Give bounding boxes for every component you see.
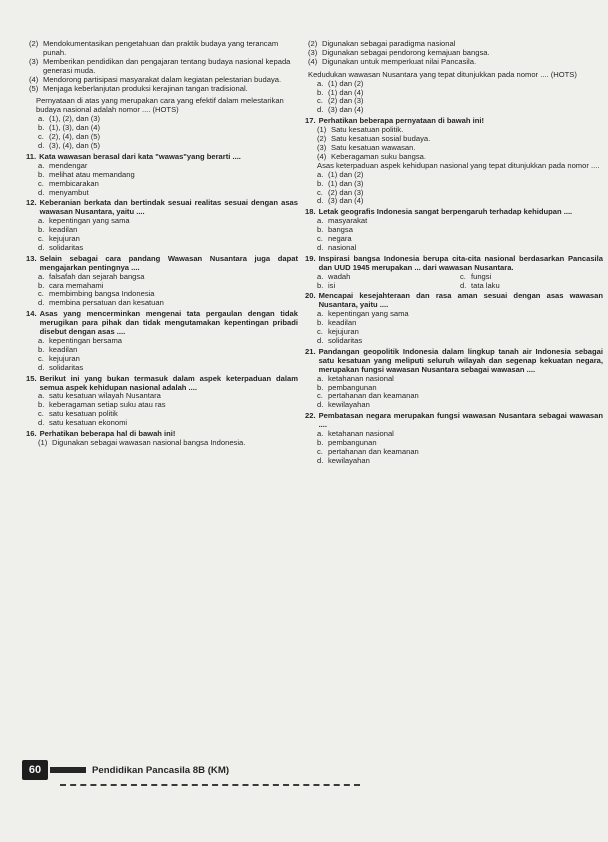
option-b[interactable]: b. cara memahami <box>38 280 104 290</box>
statement-2: (2) Mendokumentasikan pengetahuan dan praktik budaya yang terancam punah. <box>29 39 279 57</box>
book-title: Pendidikan Pancasila 8B (KM) <box>92 764 230 776</box>
footer-dashed-line <box>60 784 360 790</box>
option-d[interactable]: d. (3) dan (4) <box>317 196 364 206</box>
option-d[interactable]: d. tata laku <box>460 280 500 290</box>
statement-3: (3) Digunakan sebagai pendorong kemajuan bangsa. <box>308 47 490 57</box>
option-a[interactable]: a. ketahanan nasional <box>317 373 394 383</box>
option-b[interactable]: b. keadilan <box>317 318 357 328</box>
question-20: 20. Mencapai kesejahteraan dan rasa aman sesuai dengan asas wawasan Nusantara, yaitu .... a. kepentingan yang sama b. keadilan c. kejujuran d. solidaritas <box>305 291 603 345</box>
option-a[interactable]: a. ketahanan nasional <box>317 429 394 439</box>
question-15: 15. Berikut ini yang bukan termasuk dalam aspek keterpaduan dalam semua aspek kehidupan nasional adalah .... a. satu kesatuan wilayah Nusantara b. keberagaman setiap suku atau ras c. satu kesatuan politik d. satu kesatuan ekonomi <box>26 373 298 428</box>
question-16-continued <box>305 40 603 115</box>
right-column <box>305 40 603 468</box>
option-b[interactable]: b. (1) dan (3) <box>317 178 364 188</box>
option-d[interactable]: d. (3), (4), dan (5) <box>38 140 101 150</box>
question-11: 11. Kata wawasan berasal dari kata "wawas"yang berarti .... a. mendengar b. melihat atau memandang c. membicarakan d. menyambut <box>26 153 298 198</box>
option-b[interactable]: b. keberagaman setiap suku atau ras <box>38 400 166 410</box>
question-19: 19. Inspirasi bangsa Indonesia berupa cita-cita nasional berdasarkan Pancasila dan UUD 1945 merupakan ... dari wawasan Nusantara. a. wadah c. fungsi b. isi d. tata laku <box>305 253 603 290</box>
option-d[interactable]: d. satu kesatuan ekonomi <box>38 418 128 428</box>
statement-1: (1) Satu kesatuan politik. <box>317 125 404 135</box>
page-number: 60 <box>22 760 48 780</box>
option-row-2 <box>305 282 603 291</box>
option-c[interactable]: c. (2) dan (3) <box>317 96 364 106</box>
option-a[interactable]: a. kepentingan bersama <box>38 336 123 345</box>
question-16: 16. Perhatikan beberapa hal di bawah ini! (1) Digunakan sebagai wawasan nasional bangsa Indonesia. <box>26 430 298 448</box>
question-10-continued <box>26 40 298 151</box>
option-d[interactable]: d. kewilayahan <box>317 455 370 465</box>
option-c[interactable]: c. kejujuran <box>38 353 80 363</box>
statement-5: (5) Menjaga keberlanjutan produksi kerajinan tangan tradisional. <box>29 83 248 93</box>
question-17: 17. Perhatikan beberapa pernyataan di bawah ini! (1) Satu kesatuan politik. (2) Satu kesatuan sosial budaya. (3) Satu kesatuan wawasan. (4) Keberagaman suku bangsa. Asas keterpaduan aspek kehidupan nasional yang tepat ditunjukkan pada nomor .... a. (1) dan (2) b. (1) dan (3) c. (2) dan (3) d. (3) dan (4) <box>305 117 603 206</box>
option-a[interactable]: a. wadah <box>317 271 351 281</box>
option-b[interactable]: b. isi <box>317 280 336 290</box>
option-a[interactable]: a. masyarakat <box>317 216 368 226</box>
option-b[interactable]: b. (1), (3), dan (4) <box>38 123 101 133</box>
statement-1: (1) Digunakan sebagai wawasan nasional bangsa Indonesia. <box>38 437 246 447</box>
page-footer <box>22 760 229 780</box>
option-d[interactable]: d. solidaritas <box>38 362 84 372</box>
statement-4: (4) Keberagaman suku bangsa. <box>317 151 426 161</box>
question-stem: Kedudukan wawasan Nusantara yang tepat ditunjukkan pada nomor .... (HOTS) <box>308 69 577 79</box>
left-column <box>26 40 298 450</box>
option-a[interactable]: a. kepentingan yang sama <box>38 216 130 226</box>
option-c[interactable]: c. fungsi <box>460 271 492 281</box>
statement-4: (4) Digunakan untuk memperkuat nilai Pancasila. <box>308 56 477 66</box>
question-22: 22. Pembatasan negara merupakan fungsi wawasan Nusantara sebagai wawasan .... a. ketahanan nasional b. pembangunan c. pertahanan dan keamanan d. kewilayahan <box>305 411 603 465</box>
statement-3: (3) Memberikan pendidikan dan pengajaran tentang budaya nasional kepada generasi muda. <box>29 56 291 75</box>
option-c[interactable]: c. satu kesatuan politik <box>38 409 118 419</box>
option-c[interactable]: c. pertahanan dan keamanan <box>317 446 419 456</box>
option-b[interactable]: b. pembangunan <box>317 382 377 392</box>
question-12: 12. Keberanian berkata dan bertindak sesuai realitas sesuai dengan asas wawasan Nusantara, yaitu .... a. kepentingan yang sama b. keadilan c. kejujuran d. solidaritas <box>26 198 298 252</box>
option-c[interactable]: c. membicarakan <box>38 178 99 188</box>
option-b[interactable]: b. bangsa <box>317 225 353 235</box>
option-a[interactable]: a. (1), (2), dan (3) <box>38 114 101 124</box>
option-d[interactable]: d. solidaritas <box>317 336 363 345</box>
option-b[interactable]: b. keadilan <box>38 225 78 235</box>
option-d[interactable]: d. membina persatuan dan kesatuan <box>38 298 164 308</box>
statement-2: (2) Satu kesatuan sosial budaya. <box>317 134 431 144</box>
option-d[interactable]: d. solidaritas <box>38 242 84 252</box>
statement-2: (2) Digunakan sebagai paradigma nasional <box>308 39 456 48</box>
option-row-1 <box>305 273 603 282</box>
question-18: 18. Letak geografis Indonesia sangat berpengaruh terhadap kehidupan .... a. masyarakat b. bangsa c. negara d. nasional <box>305 208 603 253</box>
option-c[interactable]: c. (2), (4), dan (5) <box>38 132 101 142</box>
question-21: 21. Pandangan geopolitik Indonesia dalam lingkup tanah air Indonesia sebagai satu kesatuan yang meliputi seluruh wilayah dan segenap kekuatan negara, merupakan fungsi wawasan Nusantara sebagai wawasan .... a. ketahanan nasional b. pembangunan c. pertahanan dan keamanan d. kewilayahan <box>305 346 603 410</box>
option-b[interactable]: b. melihat atau memandang <box>38 169 135 179</box>
option-b[interactable]: b. (1) dan (4) <box>317 87 364 97</box>
option-b[interactable]: b. keadilan <box>38 344 78 354</box>
option-a[interactable]: a. kepentingan yang sama <box>317 309 409 319</box>
option-a[interactable]: a. falsafah dan sejarah bangsa <box>38 271 145 281</box>
option-c[interactable]: c. (2) dan (3) <box>317 187 364 197</box>
option-c[interactable]: c. kejujuran <box>317 327 359 337</box>
footer-divider <box>50 767 86 773</box>
option-c[interactable]: c. membimbing bangsa Indonesia <box>38 289 155 299</box>
question-stem: Pernyataan di atas yang merupakan cara yang efektif dalam melestarikan budaya nasional adalah nomor .... (HOTS) <box>36 96 284 115</box>
option-d[interactable]: d. (3) dan (4) <box>317 105 364 115</box>
option-d[interactable]: d. nasional <box>317 242 357 252</box>
option-a[interactable]: a. mendengar <box>38 160 88 170</box>
question-14: 14. Asas yang mencerminkan mengenai tata pergaulan dengan tidak merugikan para pihak dan tidak mengutamakan kepentingan pribadi disebut dengan asas .... a. kepentingan bersama b. keadilan c. kejujuran d. solidaritas <box>26 309 298 372</box>
question-stem: Asas keterpaduan aspek kehidupan nasional yang tepat ditunjukkan pada nomor .... <box>317 160 600 170</box>
option-a[interactable]: a. satu kesatuan wilayah Nusantara <box>38 391 161 401</box>
statement-3: (3) Satu kesatuan wawasan. <box>317 142 416 152</box>
option-c[interactable]: c. negara <box>317 234 352 244</box>
statement-4: (4) Mendorong partisipasi masyarakat dalam kegiatan pelestarian budaya. <box>29 74 282 84</box>
option-c[interactable]: c. kejujuran <box>38 234 80 244</box>
option-d[interactable]: d. kewilayahan <box>317 400 370 410</box>
option-a[interactable]: a. (1) dan (2) <box>317 78 364 88</box>
option-a[interactable]: a. (1) dan (2) <box>317 169 364 179</box>
option-b[interactable]: b. pembangunan <box>317 437 377 447</box>
option-c[interactable]: c. pertahanan dan keamanan <box>317 391 419 401</box>
question-13: 13. Selain sebagai cara pandang Wawasan Nusantara juga dapat mengajarkan pentingnya .... a. falsafah dan sejarah bangsa b. cara memahami c. membimbing bangsa Indonesia d. membina persatuan dan kesatuan <box>26 253 298 308</box>
option-d[interactable]: d. menyambut <box>38 187 89 197</box>
